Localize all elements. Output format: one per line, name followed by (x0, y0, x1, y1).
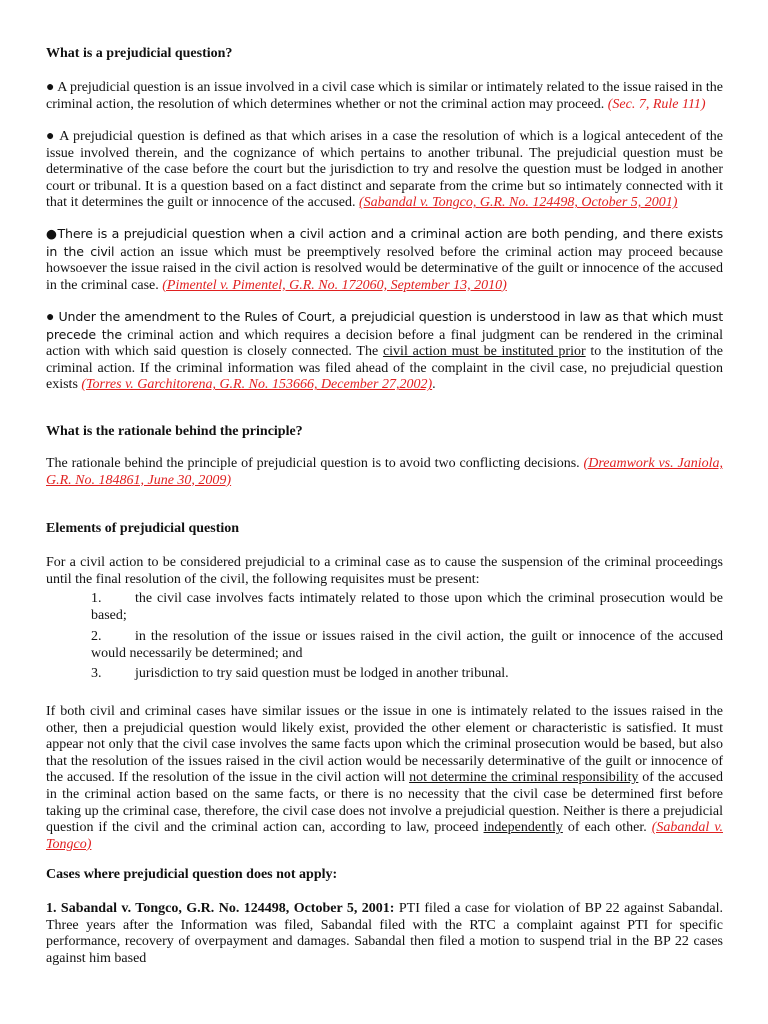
paragraph-end: . (432, 377, 436, 393)
paragraph-rationale (46, 456, 723, 489)
paragraph-text: PTI filed a case for violation of BP 22 against Sabandal. Three years after the Information was filed, Sabandal filed with the RTC a complaint against PTI for specific performance, recovery of overpayment and damages. Sabandal then filed a motion to suspend trial in the BP 22 cases against him based (46, 901, 724, 966)
list-text: jurisdiction to try said question must be lodged in another tribunal. (135, 666, 509, 681)
case-title: 1. Sabandal v. Tongco, G.R. No. 124498, October 5, 2001: (46, 901, 395, 916)
list-item (91, 591, 723, 624)
list-number: 1. (91, 591, 102, 606)
citation-pimentel: (Pimentel v. Pimentel, G.R. No. 172060, September 13, 2010) (162, 277, 507, 293)
paragraph-text: If both civil and criminal cases have similar issues or the issue in one is intimately related to the issues raised in the other, then a prejudicial question would likely exist, provided the other element or characteristic is satisfied. It must appear not only that the civil case involves the same facts upon which the criminal prosecution would be based, but also that the resolution of the issues raised in the civil action would be necessarily determinative of the guilt or innocence of the accused. If the resolution of the issue in the civil action will (46, 704, 723, 786)
underlined-phrase: not determine the criminal responsibility (409, 770, 639, 786)
paragraph-elements-intro: For a civil action to be considered prejudicial to a criminal case as to cause the suspension of the criminal proceedings until the final resolution of the civil, the following requisites must be present: (46, 555, 723, 587)
underlined-phrase: civil action must be instituted prior (382, 344, 586, 360)
paragraph-definition-1 (46, 80, 723, 113)
paragraph-text: action an issue which must be preemptively resolved before the criminal action may proceed because howsoever the issue raised in the civil action is resolved would be determinative of the guilt or innocence of the accused in the criminal case. (46, 244, 723, 293)
list-text: in the resolution of the issue or issues raised in the civil action, the guilt or innocence of the accused would necessarily be determined; and (91, 629, 723, 661)
citation-torres: (Torres v. Garchitorena, G.R. No. 153666, December 27,2002) (81, 377, 433, 393)
paragraph-text: of the accused in the criminal action based on the same facts, or there is no necessity that the civil case be determined first before taking up the criminal case, therefore, the civil case does not involve a prejudicial question. Neither is there a prejudicial question if the civil and the criminal action can, according to law, proceed (46, 770, 723, 836)
paragraph-definition-2 (46, 129, 723, 212)
paragraph-lead-sans: ●There is a prejudicial question when a civil action and a criminal action are both pending, and there exists in the civil (46, 226, 723, 259)
paragraph-elements-explanation (46, 704, 723, 853)
paragraph-text: to the institution of the criminal action. If the criminal information was filed ahead of the complaint in the civil case, no prejudicial question exists (46, 344, 724, 393)
paragraph-definition-4 (46, 309, 723, 394)
underlined-phrase: independently (483, 820, 563, 836)
bullet: ● (46, 310, 59, 325)
paragraph-case-1 (46, 901, 723, 967)
paragraph-lead-sans: Under the amendment to the Rules of Court, a prejudicial question is understood in law as that which must precede the (46, 309, 723, 342)
paragraph-definition-3 (46, 226, 723, 294)
citation-sabandal: (Sabandal v. Tongco, G.R. No. 124498, October 5, 2001) (358, 195, 678, 211)
citation-dreamwork: (Dreamwork vs. Janiola, G.R. No. 184861, June 30, 2009) (46, 456, 723, 488)
heading-what-is-prejudicial-question: What is a prejudicial question? (46, 46, 233, 61)
list-item (91, 629, 723, 662)
paragraph-text: ● A prejudicial question is defined as that which arises in a case the resolution of which is a logical antecedent of the issue involved therein, and the cognizance of which pertains to another tribunal. The prejudicial question must be determinative of the case before the court but the jurisdiction to try and resolve the question must be lodged in another court or tribunal. It is a question based on a fact distinct and separate from the crime but so intimately connected with it that it determines the guilt or innocence of the accused. (46, 129, 723, 211)
paragraph-text: ● A prejudicial question is an issue involved in a civil case which is similar or intimately related to the issue raised in the criminal action, the resolution of which determines whether or not the criminal action may proceed. (46, 80, 723, 112)
heading-rationale: What is the rationale behind the principle? (46, 424, 303, 439)
list-number: 2. (91, 629, 102, 644)
list-number: 3. (91, 666, 102, 681)
paragraph-text: of each other. (562, 820, 652, 836)
list-item (91, 666, 723, 683)
list-text: the civil case involves facts intimately related to those upon which the criminal prosecution would be based; (91, 591, 723, 623)
citation-sabandal-short: (Sabandal v. Tongco) (46, 820, 723, 852)
citation-rule-111: (Sec. 7, Rule 111) (607, 96, 706, 112)
paragraph-text: criminal action and which requires a decision before a final judgment can be rendered in the criminal action with which said question is closely connected. The (46, 327, 723, 360)
heading-elements: Elements of prejudicial question (46, 521, 240, 536)
heading-cases-not-apply: Cases where prejudicial question does not apply: (46, 867, 338, 882)
paragraph-text: The rationale behind the principle of prejudicial question is to avoid two conflicting decisions. (46, 456, 584, 471)
